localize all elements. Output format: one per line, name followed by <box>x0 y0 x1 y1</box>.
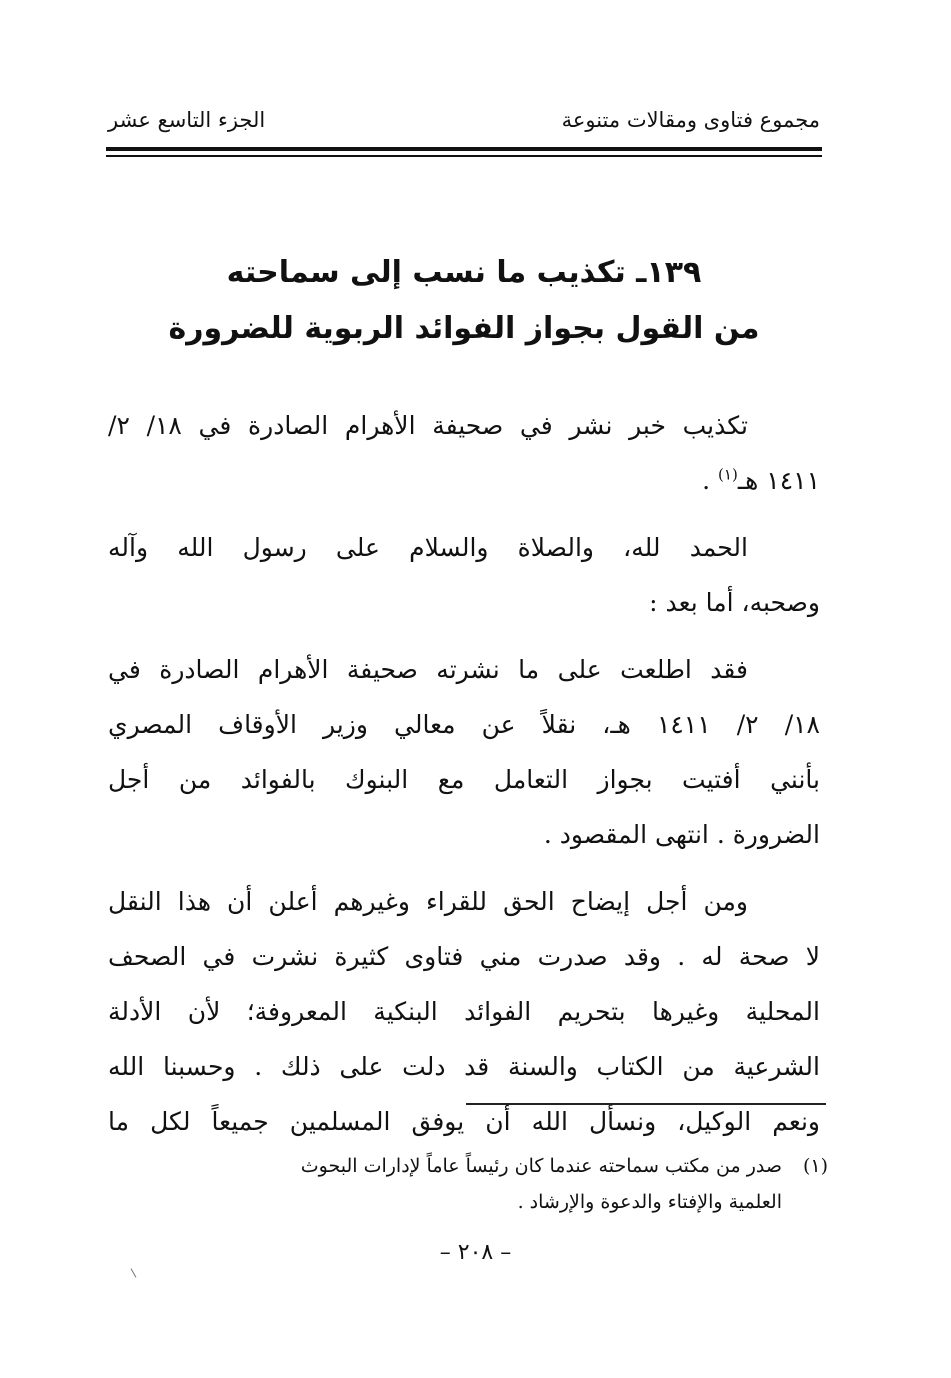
footnote-separator <box>466 1103 826 1105</box>
header-rule-thick <box>106 147 822 151</box>
footnote-ref: (١) <box>718 465 738 484</box>
scan-speck <box>131 1268 137 1277</box>
paragraph-line: لا صحة له . وقد صدرت مني فتاوى كثيرة نشرت في الصحف <box>108 942 820 971</box>
footnote-number: (١) <box>802 1155 828 1177</box>
period: . <box>702 466 711 495</box>
heading-line-1: ١٣٩ـ تكذيب ما نسب إلى سماحته <box>226 255 702 290</box>
paragraph-denial <box>108 874 820 1149</box>
paragraph-intro <box>108 398 820 508</box>
heading-line-2: من القول بجواز الفوائد الربوية للضرورة <box>168 311 760 346</box>
date-text: ١٤١١ هـ <box>737 466 820 495</box>
footnote-text: صدر من مكتب سماحته عندما كان رئيساً عاماً لإدارات البحوث <box>300 1155 782 1177</box>
running-head <box>108 108 820 148</box>
paragraph-greeting <box>108 520 820 630</box>
paragraph-line <box>108 453 820 508</box>
paragraph-line: ومن أجل إيضاح الحق للقراء وغيرهم أعلن أن هذا النقل <box>108 887 748 916</box>
book-title-header: مجموع فتاوى ومقالات متنوعة <box>561 108 820 132</box>
footnote-line <box>108 1148 828 1184</box>
footnote <box>108 1148 828 1220</box>
paragraph-line: ١٨/ ٢/ ١٤١١ هـ، نقلاً عن معالي وزير الأوقاف المصري <box>108 710 820 739</box>
paragraph-line: الضرورة . انتهى المقصود . <box>543 820 820 849</box>
footnote-line: العلمية والإفتاء والدعوة والإرشاد . <box>517 1191 782 1213</box>
paragraph-line: المحلية وغيرها بتحريم الفوائد البنكية المعروفة؛ لأن الأدلة <box>108 997 820 1026</box>
page-number: – ٢٠٨ – <box>439 1240 512 1265</box>
paragraph-line: فقد اطلعت على ما نشرته صحيفة الأهرام الصادرة في <box>108 655 748 684</box>
article-body <box>108 398 820 1161</box>
paragraph-line: ونعم الوكيل، ونسأل الله أن يوفق المسلمين جميعاً لكل ما <box>108 1107 820 1136</box>
paragraph-line: الشرعية من الكتاب والسنة قد دلت على ذلك . وحسبنا الله <box>108 1052 820 1081</box>
volume-header: الجزء التاسع عشر <box>108 108 266 132</box>
paragraph-line: تكذيب خبر نشر في صحيفة الأهرام الصادرة في ١٨/ ٢/ <box>108 411 748 440</box>
paragraph-line: بأنني أفتيت بجواز التعامل مع البنوك بالفوائد من أجل <box>108 765 820 794</box>
article-heading <box>108 245 820 357</box>
paragraph-report <box>108 642 820 862</box>
header-rule-thin <box>106 155 822 157</box>
paragraph-line: وصحبه، أما بعد : <box>649 588 820 617</box>
paragraph-line: الحمد لله، والصلاة والسلام على رسول الله وآله <box>108 533 748 562</box>
